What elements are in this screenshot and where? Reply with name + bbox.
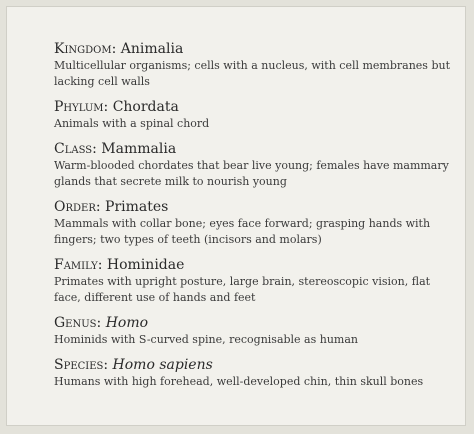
taxon-name: Primates (105, 199, 169, 215)
entry-heading: Order: Primates (54, 199, 169, 215)
rank-label: Class (54, 141, 93, 157)
rank-label: Phylum (54, 99, 104, 115)
entry-heading: Species: Homo sapiens (54, 357, 213, 373)
taxon-description: Humans with high forehead, well-developed chin, thin skull bones (54, 375, 424, 388)
taxon-description: Primates with upright posture, large brain, stereoscopic vision, flat face, different use of hands and feet (54, 275, 431, 304)
taxonomy-entry-phylum (54, 98, 454, 132)
taxon-description: Animals with a spinal chord (54, 117, 210, 130)
taxon-description: Mammals with collar bone; eyes face forward; grasping hands with fingers; two types of teeth (incisors and molars) (54, 217, 431, 246)
taxon-name: Homo (105, 315, 149, 331)
taxon-description: Hominids with S-curved spine, recognisable as human (54, 333, 359, 346)
taxonomy-entry-class (54, 140, 454, 190)
entry-heading: Class: Mammalia (54, 141, 177, 157)
taxonomy-entry-species (54, 356, 454, 390)
entry-heading: Kingdom: Animalia (54, 41, 184, 57)
rank-label: Family (54, 257, 98, 273)
taxonomy-entry-family (54, 256, 454, 306)
taxon-description: Warm-blooded chordates that bear live young; females have mammary glands that secrete milk to nourish young (54, 159, 449, 188)
taxon-name: Chordata (112, 99, 179, 115)
rank-label: Order (54, 199, 96, 215)
taxonomy-entry-genus (54, 314, 454, 348)
rank-label: Genus (54, 315, 97, 331)
taxon-name: Hominidae (106, 257, 185, 273)
taxonomy-entry-kingdom (54, 40, 454, 90)
taxonomy-list (54, 40, 454, 398)
entry-heading: Family: Hominidae (54, 257, 185, 273)
taxon-name: Animalia (120, 41, 184, 57)
rank-label: Kingdom (54, 41, 112, 57)
taxon-description: Multicellular organisms; cells with a nucleus, with cell membranes but lacking cell walls (54, 59, 450, 88)
rank-label: Species (54, 357, 104, 373)
taxon-name: Mammalia (101, 141, 177, 157)
taxon-name: Homo sapiens (112, 357, 213, 373)
taxonomy-panel (6, 6, 466, 426)
entry-heading: Genus: Homo (54, 315, 149, 331)
entry-heading: Phylum: Chordata (54, 99, 179, 115)
taxonomy-entry-order (54, 198, 454, 248)
